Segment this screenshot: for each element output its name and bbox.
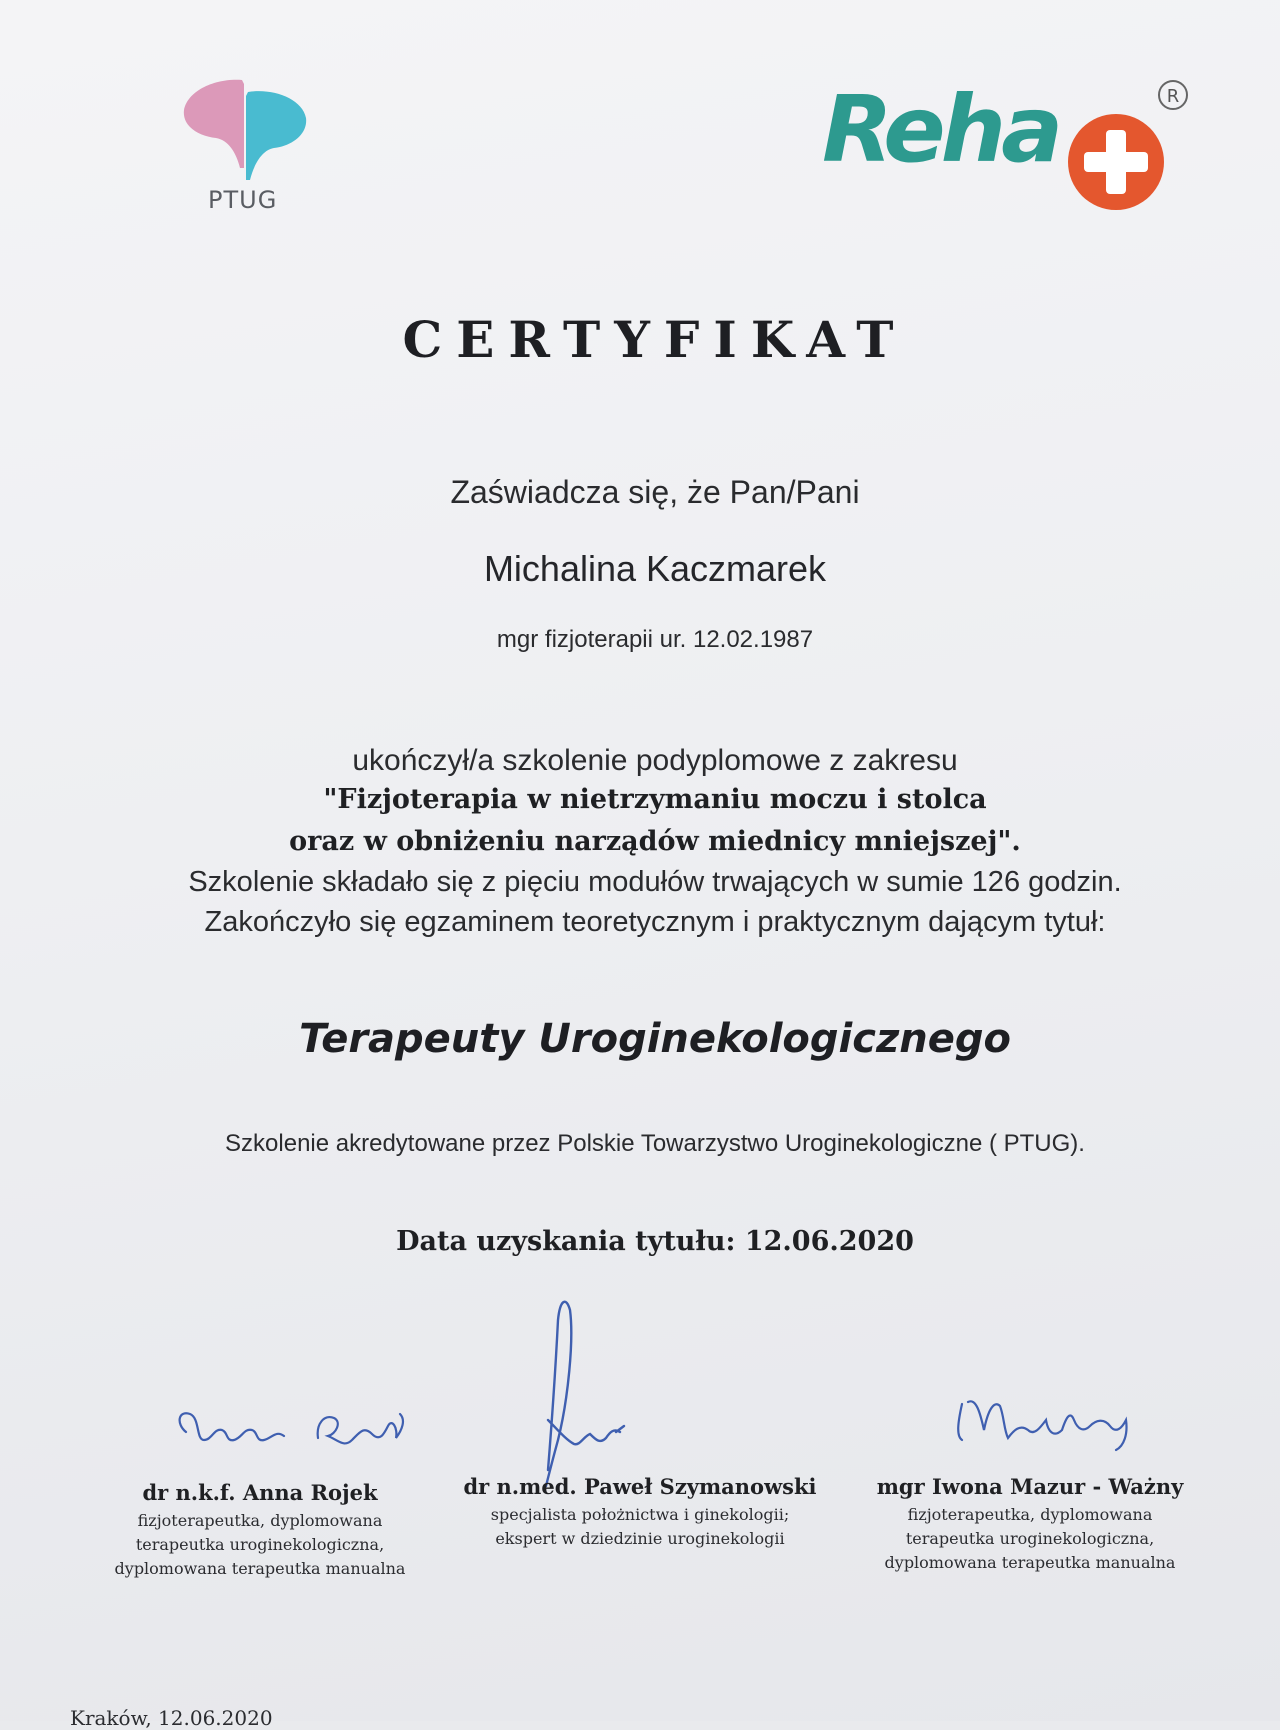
ptug-cyan-shape bbox=[246, 91, 306, 180]
signature-pawel-szymanowski bbox=[546, 1302, 624, 1486]
ptug-pink-shape bbox=[184, 80, 244, 168]
accreditation-line: Szkolenie akredytowane przez Polskie Towarzystwo Uroginekologiczne ( PTUG). bbox=[225, 1130, 1085, 1157]
exam-line: Zakończyło się egzaminem teoretycznym i praktycznym dającym tytuł: bbox=[204, 906, 1106, 938]
signatory-role-line: terapeutka uroginekologiczna, bbox=[905, 1529, 1155, 1548]
place-date-footer: Kraków, 12.06.2020 bbox=[70, 1706, 273, 1730]
signatory-name: dr n.med. Paweł Szymanowski bbox=[463, 1474, 817, 1499]
certificate-title: CERTYFIKAT bbox=[402, 310, 908, 369]
registered-mark-icon: R bbox=[1158, 80, 1188, 110]
course-title-line-1: "Fizjoterapia w nietrzymaniu moczu i stolca bbox=[323, 784, 987, 815]
earned-title: Terapeuty Uroginekologicznego bbox=[299, 1016, 1011, 1062]
signatory-role-line: dyplomowana terapeutka manualna bbox=[884, 1553, 1176, 1572]
reha-logo-text: Reha bbox=[822, 76, 1059, 183]
intro-line: Zaświadcza się, że Pan/Pani bbox=[450, 474, 860, 510]
signatory-role-line: specjalista położnictwa i ginekologii; bbox=[490, 1505, 790, 1524]
modules-line: Szkolenie składało się z pięciu modułów trwających w sumie 126 godzin. bbox=[188, 866, 1122, 898]
signatory-name: dr n.k.f. Anna Rojek bbox=[142, 1480, 378, 1505]
date-earned-line: Data uzyskania tytułu: 12.06.2020 bbox=[396, 1226, 914, 1257]
signatory-pawel-szymanowski bbox=[460, 1474, 820, 1551]
signatory-iwona-mazur bbox=[860, 1474, 1200, 1575]
signatory-role-line: fizjoterapeutka, dyplomowana bbox=[907, 1505, 1153, 1524]
degree-line: mgr fizjoterapii ur. 12.02.1987 bbox=[496, 626, 814, 653]
course-title-line-2: oraz w obniżeniu narządów miednicy mniejszej". bbox=[289, 826, 1021, 857]
reha-plus-icon bbox=[1064, 110, 1168, 214]
signatory-name: mgr Iwona Mazur - Ważny bbox=[876, 1474, 1184, 1499]
signature-anna-rojek bbox=[180, 1413, 403, 1443]
signatory-anna-rojek bbox=[90, 1480, 430, 1581]
signatory-role-line: terapeutka uroginekologiczna, bbox=[135, 1535, 385, 1554]
person-name: Michalina Kaczmarek bbox=[483, 548, 827, 589]
signature-iwona-mazur bbox=[958, 1401, 1126, 1450]
signatory-role-line: ekspert w dziedzinie uroginekologii bbox=[495, 1529, 785, 1548]
signatory-role-line: fizjoterapeutka, dyplomowana bbox=[137, 1511, 383, 1530]
completed-line: ukończył/a szkolenie podyplomowe z zakresu bbox=[352, 744, 958, 777]
signatory-role-line: dyplomowana terapeutka manualna bbox=[114, 1559, 406, 1578]
ptug-logo-text: PTUG bbox=[208, 186, 278, 214]
